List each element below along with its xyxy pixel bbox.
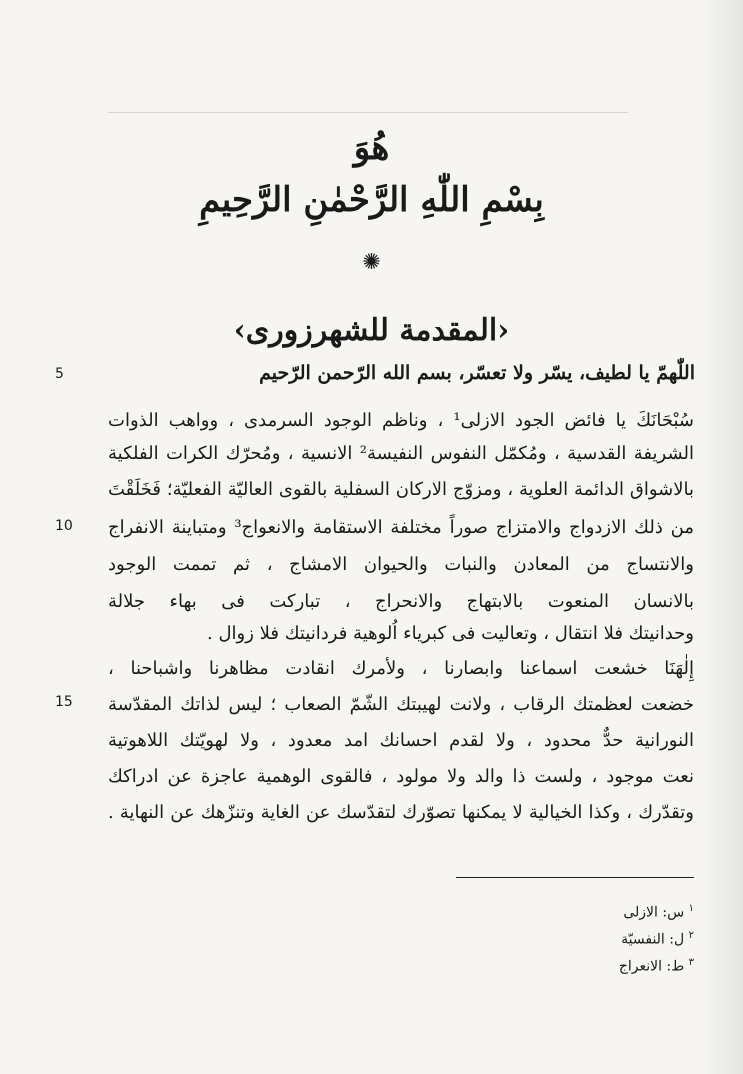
line-number-5: 5	[55, 366, 64, 382]
body-line-12: وتقدّرك ، وكذا الخيالية لا يمكنها تصوّرك لتقدّسك عن الغاية وتنزّهك عن النهاية .	[108, 802, 694, 823]
body-line-9: خضعت لعظمتك الرقاب ، ولانت لهيبتك الشّمّ الصعاب ؛ ليس لذاتك المقدّسة	[108, 694, 694, 715]
basmala-heading: بِسْمِ اللّٰهِ الرَّحْمٰنِ الرَّحِيمِ	[199, 180, 544, 220]
footnote-3	[400, 957, 694, 975]
invocation-line: اللّٰهمّ يا لطيف، يسّر ولا تعسّر، بسم الله الرّحمن الرّحيم	[259, 362, 695, 384]
footnote-1	[400, 903, 694, 921]
footnote-divider	[456, 877, 694, 878]
footnote-text: س: الازلی	[623, 904, 685, 921]
section-title: ‹المقدمة للشهرزوری›	[233, 313, 510, 348]
body-line-10: النورانية حدٌّ محدود ، ولا لقدم احسانك امد معدود ، ولا لهويّتك اللاهوتية	[108, 730, 694, 751]
star-ornament-icon: ✺	[362, 250, 381, 275]
footnote-number: ٢	[688, 930, 694, 941]
body-line-11: نعت موجود ، ولست ذا والد ولا مولود ، فالقوی الوهمية عاجزة عن ادراكك	[108, 766, 694, 787]
bleed-through-rule	[108, 112, 628, 113]
body-line-7: وحدانيتك فلا انتقال ، وتعاليت فی كبرياء اُلوهية فردانيتك فلا زوال .	[207, 623, 694, 644]
page-edge-shadow	[703, 0, 743, 1074]
body-line-4: من ذلك الازدواج والامتزاج صوراً مختلفة الاستقامة والانعواج³ ومتباينة الانفراج	[108, 517, 694, 538]
footnote-number: ١	[688, 903, 694, 914]
body-line-1: سُبْحَانَكَ يا فائض الجود الازلی¹ ، وناظم الوجود السرمدی ، وواهب الذوات	[108, 410, 694, 431]
body-line-2: الشريفة القدسية ، ومُكمّل النفوس النفيسة² الانسية ، ومُحرّك الكرات الفلكية	[108, 443, 694, 464]
huwa-heading: هُوَ	[353, 128, 390, 168]
body-line-5: والانتساج من المعادن والنبات والحيوان الامشاج ، ثم تممت الوجود	[108, 554, 694, 575]
body-line-6: بالانسان المنعوت بالابتهاج والانحراج ، تباركت فی بهاء جلالة	[108, 591, 694, 612]
footnote-2	[400, 930, 694, 948]
footnote-text: ل: النفسيّة	[621, 931, 685, 948]
line-number-10: 10	[55, 518, 73, 534]
line-number-15: 15	[55, 694, 73, 710]
body-line-3: بالاشواق الدائمة العلوية ، ومزوّج الاركان السفلية بالقوی العاليّة الفعليّة؛ فَخَلَقْتَ	[108, 479, 694, 500]
footnote-text: ط: الانعراج	[618, 958, 685, 975]
footnote-number: ٣	[688, 957, 694, 968]
body-line-8: إِلٰهَنَا خشعت اسماعنا وابصارنا ، ولأمرك انقادت مظاهرنا واشباحنا ،	[108, 658, 694, 679]
